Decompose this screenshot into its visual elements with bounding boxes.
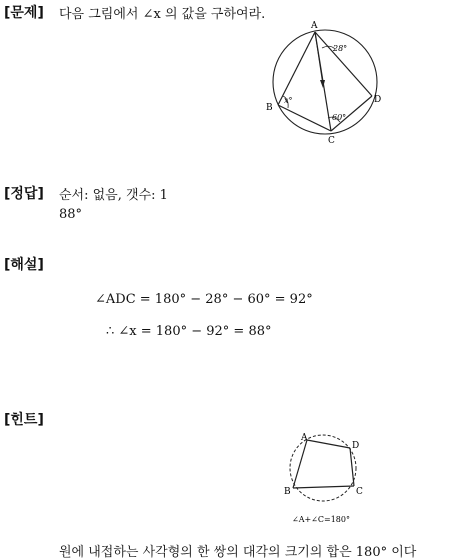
answer-value: 88°: [59, 207, 83, 222]
explanation-line-1: ∠ADC = 180° − 28° − 60° = 92°: [95, 292, 313, 307]
explanation-line-2: ∴ ∠x = 180° − 92° = 88°: [106, 324, 272, 339]
hint-point-B: B: [284, 487, 291, 497]
hint-segment-DA: [307, 440, 350, 448]
hint-segment-CD: [350, 448, 354, 486]
point-B: B: [266, 103, 273, 113]
point-D: D: [374, 95, 382, 105]
hint-segment-AB: [293, 440, 307, 488]
point-C: C: [328, 136, 335, 146]
answer-meta: 순서: 없음, 갯수: 1: [59, 188, 168, 203]
hint-point-A: A: [301, 433, 308, 443]
hint-caption: ∠A+∠C=180°: [292, 515, 350, 524]
explanation-label: [해설]: [4, 257, 44, 273]
hint-segment-BC: [293, 486, 354, 488]
segment-BC: [278, 105, 331, 131]
problem-label: [문제]: [4, 5, 44, 21]
point-A: A: [311, 21, 318, 31]
hint-point-D: D: [352, 441, 360, 451]
angle-x-label: x°: [284, 96, 293, 105]
angle-28-label: 28°: [333, 44, 348, 53]
segment-AB: [278, 32, 315, 105]
hint-circle: [290, 435, 356, 501]
hint-point-C: C: [356, 487, 363, 497]
problem-question: 다음 그림에서 ∠x 의 값을 구하여라.: [59, 7, 266, 22]
answer-label: [정답]: [4, 186, 44, 202]
angle-60-label: 60°: [332, 113, 347, 122]
problem-figure: [262, 18, 392, 153]
hint-figure: [284, 432, 374, 527]
circumcircle: [273, 30, 377, 134]
hint-label: [힌트]: [4, 412, 44, 428]
hint-text: 원에 내접하는 사각형의 한 쌍의 대각의 크기의 합은 180° 이다: [59, 545, 417, 560]
